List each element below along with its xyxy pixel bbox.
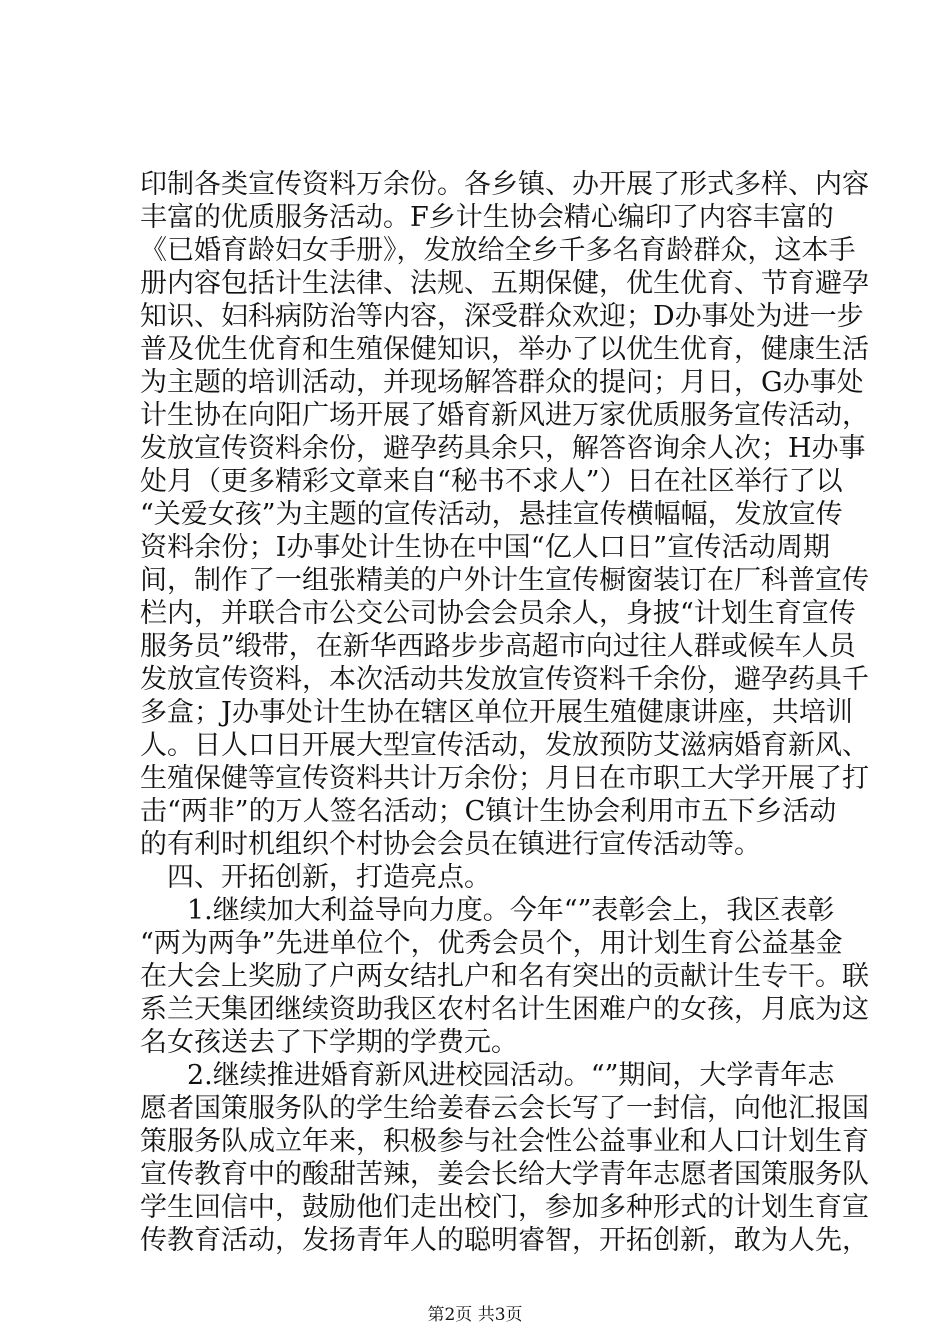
text-line: 生殖保健等宣传资料共计万余份；月日在市职工大学开展了打 xyxy=(140,763,869,794)
text-line: 计生协在向阳广场开展了婚育新风进万家优质服务宣传活动， xyxy=(140,400,869,431)
text-line: 为主题的培训活动，并现场解答群众的提问；月日，G办事处 xyxy=(140,367,864,398)
text-line: 系兰天集团继续资助我区农村名计生困难户的女孩，月底为这 xyxy=(140,994,869,1025)
text-line: 在大会上奖励了户两女结扎户和名有突出的贡献计生专干。联 xyxy=(140,961,869,992)
text-line: 的有利时机组织个村协会会员在镇进行宣传活动等。 xyxy=(140,829,761,860)
text-line: 册内容包括计生法律、法规、五期保健，优生优育、节育避孕 xyxy=(140,268,869,299)
text-line: 印制各类宣传资料万余份。各乡镇、办开展了形式多样、内容 xyxy=(140,169,869,200)
text-line: 间，制作了一组张精美的户外计生宣传橱窗装订在厂科普宣传 xyxy=(140,565,869,596)
text-line: 服务员”缎带，在新华西路步步高超市向过往人群或候车人员 xyxy=(140,631,856,662)
text-line: 人。日人口日开展大型宣传活动，发放预防艾滋病婚育新风、 xyxy=(140,730,869,761)
text-line: 栏内，并联合市公交公司协会会员余人，身披“计划生育宣传 xyxy=(140,598,856,629)
text-line: 愿者国策服务队的学生给姜春云会长写了一封信，向他汇报国 xyxy=(140,1093,869,1124)
text-line: 资料余份；I办事处计生协在中国“亿人口日”宣传活动周期 xyxy=(140,532,830,563)
text-line: 普及优生优育和生殖保健知识，举办了以优生优育，健康生活 xyxy=(140,334,869,365)
section-heading: 四、开拓创新，打造亮点。 xyxy=(167,862,491,893)
text-line: 名女孩送去了下学期的学费元。 xyxy=(140,1027,518,1058)
text-line: 发放宣传资料，本次活动共发放宣传资料千余份，避孕药具千 xyxy=(140,664,869,695)
text-line: 丰富的优质服务活动。F乡计生协会精心编印了内容丰富的 xyxy=(140,202,834,233)
text-line: 《已婚育龄妇女手册》，发放给全乡千多名育龄群众，这本手 xyxy=(140,235,856,266)
text-line: 学生回信中，鼓励他们走出校门，参加多种形式的计划生育宣 xyxy=(140,1192,869,1223)
text-line: 知识、妇科病防治等内容，深受群众欢迎；D办事处为进一步 xyxy=(140,301,864,332)
text-line: 传教育活动，发扬青年人的聪明睿智，开拓创新，敢为人先， xyxy=(140,1225,869,1256)
text-line: 策服务队成立年来，积极参与社会性公益事业和人口计划生育 xyxy=(140,1126,869,1157)
document-body xyxy=(140,168,869,1257)
text-line: “关爱女孩”为主题的宣传活动，悬挂宣传横幅幅，发放宣传 xyxy=(140,499,843,530)
text-line: 1.继续加大利益导向力度。今年“”表彰会上，我区表彰 xyxy=(187,895,835,926)
text-line: 宣传教育中的酸甜苦辣，姜会长给大学青年志愿者国策服务队 xyxy=(140,1159,869,1190)
page-number-footer: 第2页 共3页 xyxy=(427,1305,523,1325)
text-line: 击“两非”的万人签名活动；C镇计生协会利用市五下乡活动 xyxy=(140,796,837,827)
text-line: 多盒；J办事处计生协在辖区单位开展生殖健康讲座，共培训 xyxy=(140,697,853,728)
text-line: “两为两争”先进单位个，优秀会员个，用计划生育公益基金 xyxy=(140,928,843,959)
text-line: 2.继续推进婚育新风进校园活动。“”期间，大学青年志 xyxy=(187,1060,835,1091)
text-line: 发放宣传资料余份，避孕药具余只，解答咨询余人次；H办事 xyxy=(140,433,866,464)
text-line: 处月（更多精彩文章来自“秘书不求人”）日在社区举行了以 xyxy=(140,466,843,497)
